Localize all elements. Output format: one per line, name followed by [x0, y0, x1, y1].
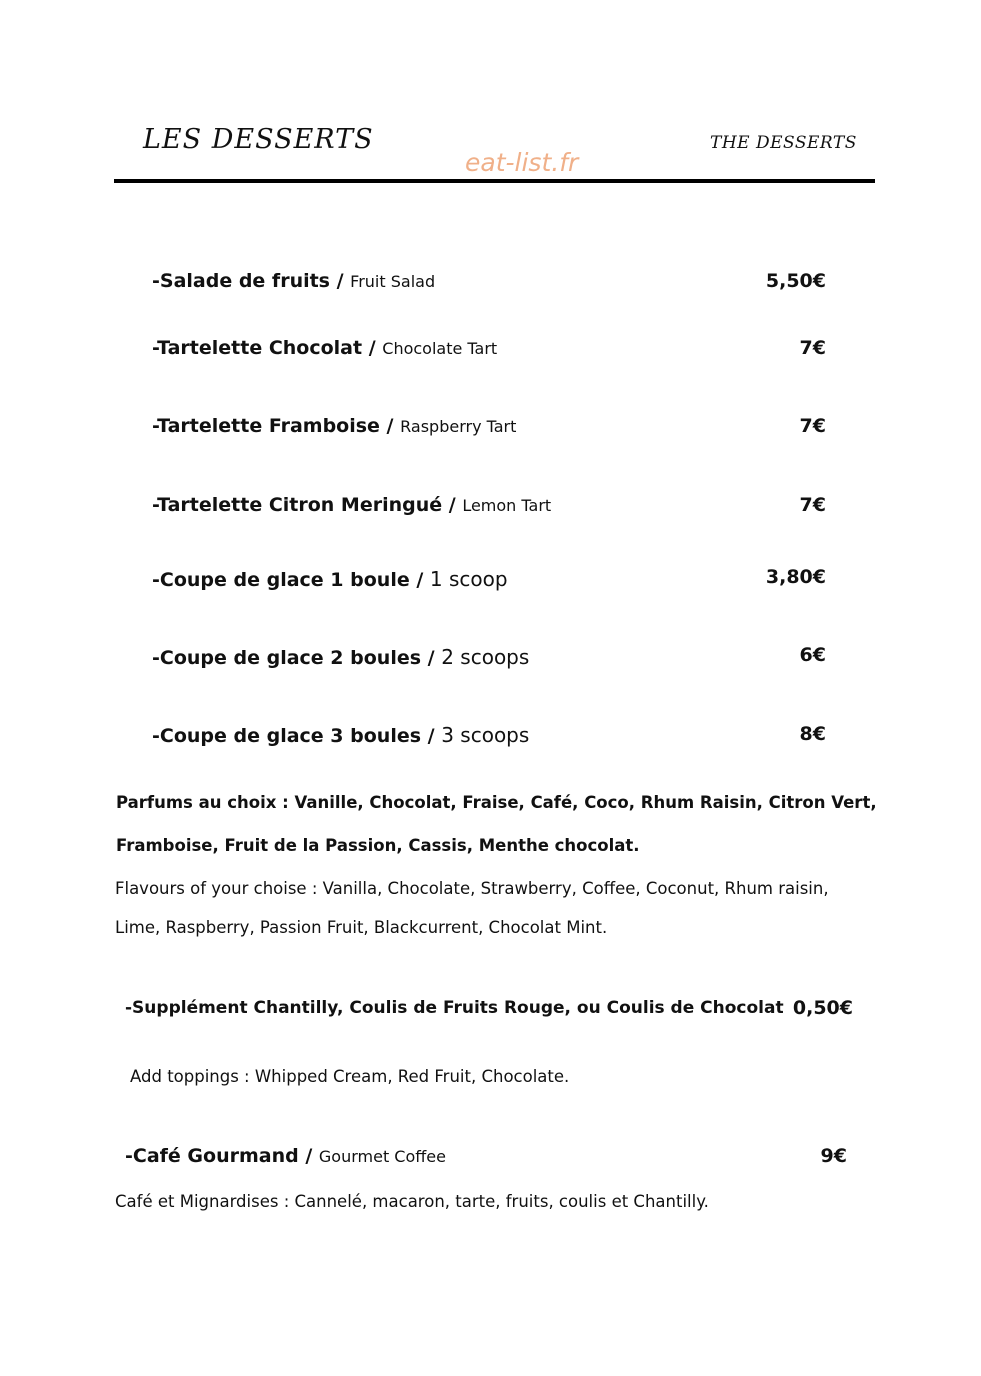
item-price: 8€ [799, 723, 826, 745]
item-name-fr: -Café Gourmand / [125, 1145, 319, 1167]
supplement-description: Add toppings : Whipped Cream, Red Fruit, Chocolate. [130, 1067, 570, 1086]
item-name-en: Chocolate Tart [382, 339, 498, 358]
flavours-en-line-1: Flavours of your choise : Vanilla, Chocolate, Strawberry, Coffee, Coconut, Rhum raisin, [115, 879, 829, 898]
item-name-en: 1 scoop [429, 567, 508, 591]
cafe-gourmand-description: Café et Mignardises : Cannelé, macaron, tarte, fruits, coulis et Chantilly. [115, 1192, 709, 1211]
item-name-en: Gourmet Coffee [318, 1147, 446, 1166]
item-price: 5,50€ [765, 270, 826, 292]
menu-item-tartelette-citron [152, 494, 551, 516]
item-name-fr: -Tartelette Citron Meringué / [152, 494, 463, 516]
item-name-fr: -Salade de fruits / [152, 270, 351, 292]
item-price: 6€ [799, 644, 826, 666]
menu-item-salade-de-fruits [152, 270, 435, 292]
menu-item-coupe-1-boule [152, 567, 508, 591]
item-price: 7€ [799, 337, 826, 359]
page-title: LES DESSERTS [143, 124, 374, 155]
item-price: 3,80€ [765, 566, 826, 588]
header-divider [114, 179, 875, 183]
flavours-en-line-2: Lime, Raspberry, Passion Fruit, Blackcurrent, Chocolat Mint. [115, 918, 608, 937]
menu-item-cafe-gourmand [125, 1145, 446, 1167]
cafe-gourmand-price: 9€ [820, 1145, 847, 1167]
menu-item-coupe-3-boules [152, 723, 529, 747]
item-name-fr: -Coupe de glace 2 boules / [152, 647, 442, 669]
item-name-en: Lemon Tart [462, 496, 552, 515]
page-title-english: THE DESSERTS [710, 133, 857, 153]
supplement-price: 0,50€ [792, 997, 853, 1019]
item-price: 7€ [799, 494, 826, 516]
item-name-fr: -Coupe de glace 3 boules / [152, 725, 442, 747]
item-name-fr: -Tartelette Framboise / [152, 415, 401, 437]
item-name-en: 2 scoops [441, 645, 530, 669]
item-name-en: Fruit Salad [350, 272, 436, 291]
flavours-fr-line-2: Framboise, Fruit de la Passion, Cassis, Menthe chocolat. [116, 836, 640, 855]
watermark: eat-list.fr [465, 148, 579, 177]
menu-item-coupe-2-boules [152, 645, 529, 669]
flavours-fr-line-1: Parfums au choix : Vanille, Chocolat, Fraise, Café, Coco, Rhum Raisin, Citron Vert, [116, 793, 877, 812]
item-name-fr: -Tartelette Chocolat / [152, 337, 383, 359]
menu-item-tartelette-framboise [152, 415, 516, 437]
supplement-label: -Supplément Chantilly, Coulis de Fruits Rouge, ou Coulis de Chocolat [125, 998, 784, 1018]
item-name-fr: -Coupe de glace 1 boule / [152, 569, 430, 591]
item-name-en: Raspberry Tart [400, 417, 517, 436]
item-price: 7€ [799, 415, 826, 437]
menu-item-tartelette-chocolat [152, 337, 497, 359]
item-name-en: 3 scoops [441, 723, 530, 747]
